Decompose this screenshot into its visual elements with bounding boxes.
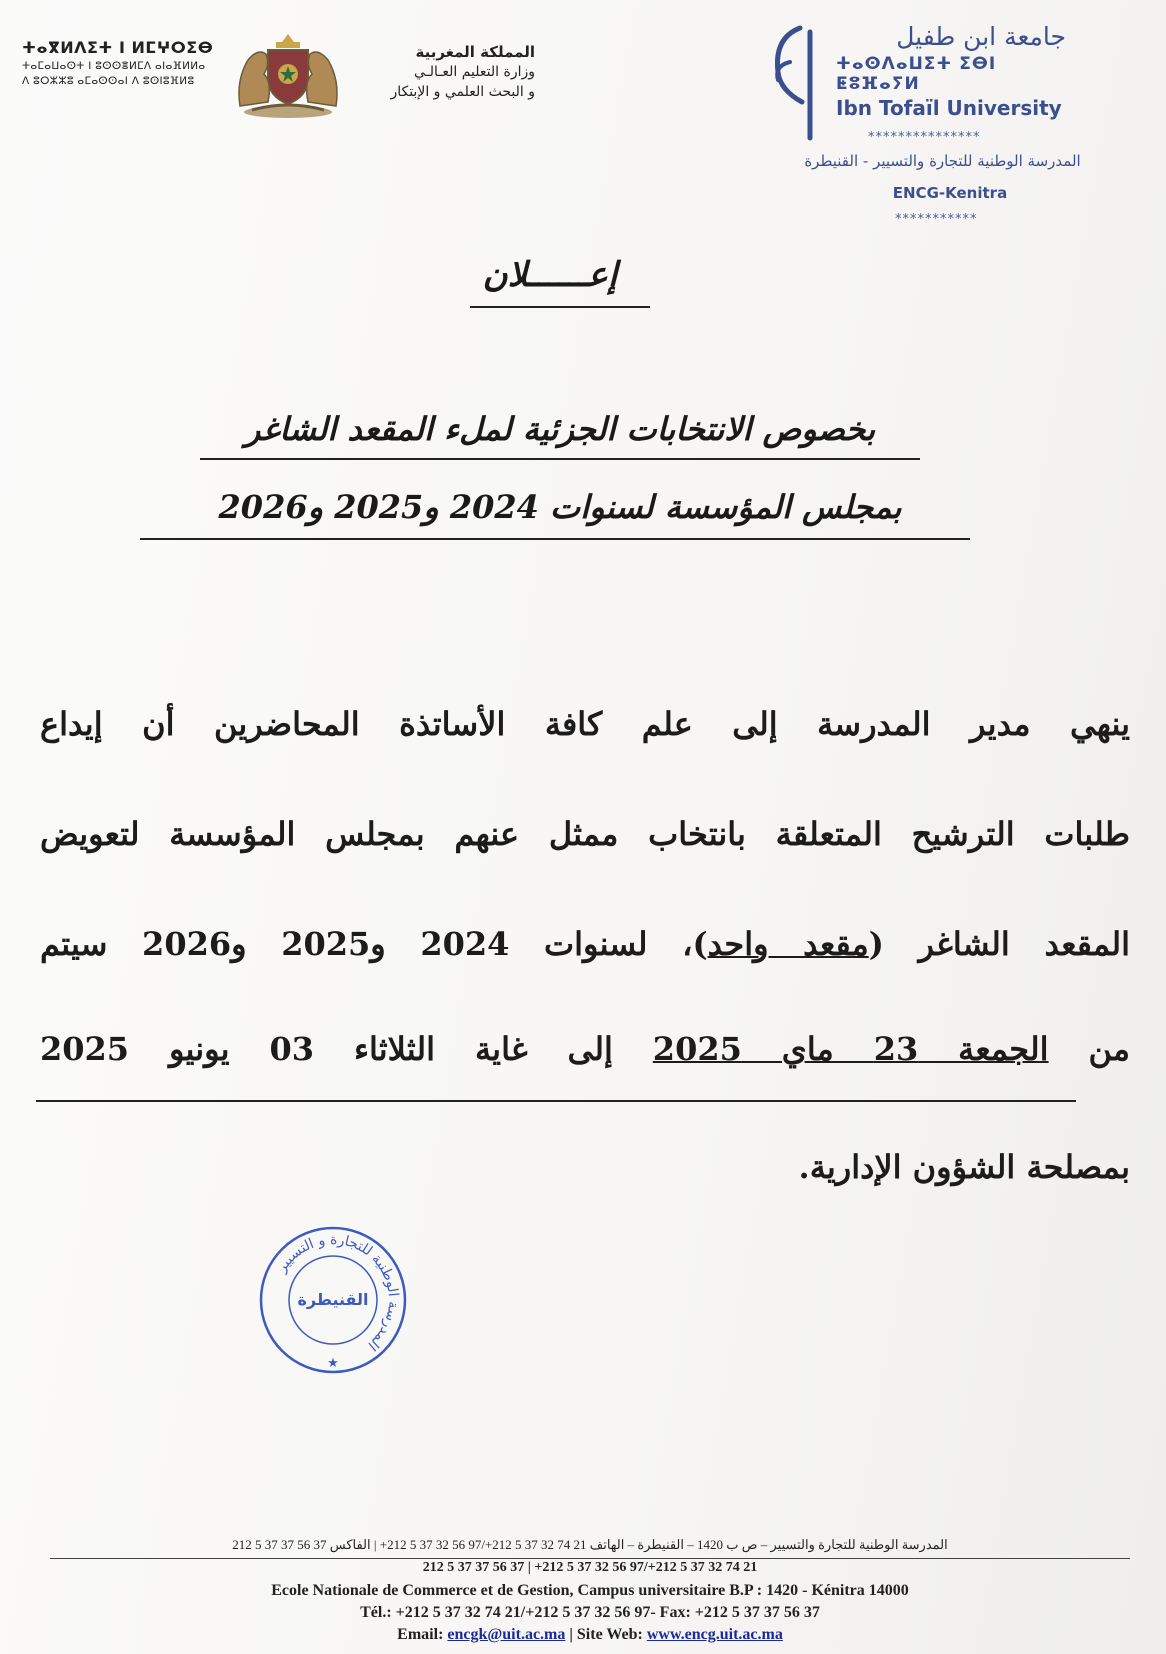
email-label: Email: (397, 1626, 448, 1643)
body-line-4 (40, 1030, 1130, 1068)
subject-line-2: بمجلس المؤسسة لسنوات 2024 و2025 و2026 (218, 488, 902, 526)
email-link[interactable]: encgk@uit.ac.ma (447, 1626, 566, 1643)
body-line-4-underline (36, 1100, 1076, 1102)
stars-divider-2: *********** (895, 212, 978, 227)
announcement-underline (470, 306, 650, 308)
footer-address: Ecole Nationale de Commerce et de Gestion, Campus universitaire B.P : 1420 - Kénitra 14000 (271, 1582, 909, 1599)
start-date-underlined: الجمعة 23 ماي 2025 (652, 1030, 1049, 1068)
tifinagh-kingdom: ⵜⴰⴳⵍⴷⵉⵜ ⵏ ⵍⵎⵖⵔⵉⴱ (22, 38, 214, 57)
university-name-tifinagh: ⵜⴰⵙⴷⴰⵡⵉⵜ ⵉⴱⵏ ⵟⵓⴼⴰⵢⵍ (836, 54, 997, 94)
tifinagh-header (22, 38, 222, 87)
stamp-star-icon: ★ (327, 1356, 339, 1371)
university-logo-icon (760, 22, 830, 142)
footer-numbers: 212 5 37 37 56 37 | +212 5 37 32 56 97/+212 5 37 32 74 21 (422, 1560, 758, 1575)
body-line-3-start: المقعد الشاغر ( (868, 925, 1130, 963)
site-label: Site Web: (576, 1626, 647, 1643)
website-link[interactable]: www.encg.uit.ac.ma (646, 1626, 783, 1643)
seat-count-underlined: مقعد واحد (707, 925, 869, 963)
body-line-4-end: إلى غاية الثلاثاء 03 يونيو 2025 (40, 1030, 653, 1068)
university-block (836, 22, 1066, 120)
university-name-en: Ibn Tofaïl University (836, 96, 1062, 120)
footer-rule (50, 1558, 1130, 1559)
ministry-name-2: و البحث العلمي و الإبتكار (390, 84, 535, 100)
tifinagh-ministry-2: ⴷ ⵓⵔⵣⵣⵓ ⴰⵎⴰⵙⵙⴰⵏ ⴷ ⵓⵙⵏⵓⴼⵍⵓ (22, 75, 195, 87)
announcement-title: إعــــــلان (482, 255, 618, 295)
stamp-ring-text: المدرسة الوطنية للتجارة و التسيير (273, 1231, 402, 1354)
university-name-ar: جامعة ابن طفيل (896, 22, 1066, 51)
body-line-1: ينهي مدير المدرسة إلى علم كافة الأساتذة المحاضرين أن إيداع (40, 705, 1130, 743)
stamp-center-text: القنيطرة (297, 1290, 369, 1309)
body-line-4-start: من (1048, 1030, 1131, 1068)
subject-line-1: بخصوص الانتخابات الجزئية لملء المقعد الشاغر (244, 410, 876, 448)
footer-arabic: المدرسة الوطنية للتجارة والتسيير – ص ب 1420 – القنيطرة – الهاتف 21 74 32 37 5 212+/97 56 32 37 5 212+ | الفاكس 37 56 37 37 5 212 (232, 1537, 948, 1552)
stars-divider-1: *************** (868, 130, 981, 145)
kingdom-name: المملكة المغربية (415, 43, 535, 61)
ministry-header (350, 42, 535, 102)
ministry-name-1: وزارة التعليم العـالـي (413, 64, 535, 80)
body-line-5: بمصلحة الشؤون الإدارية. (798, 1148, 1130, 1186)
coat-of-arms-icon (232, 28, 344, 120)
subject-underline-1 (200, 458, 920, 460)
school-stamp (258, 1225, 408, 1375)
tifinagh-ministry-1: ⵜⴰⵎⴰⵡⴰⵙⵜ ⵏ ⵓⵙⵙⴻⵍⵎⴷ ⴰⵏⴰⴼⵍⵍⴰ (22, 60, 206, 72)
footer-separator: | (565, 1626, 577, 1643)
footer-contact (60, 1626, 1120, 1644)
body-line-3-end: )، لسنوات 2024 و2025 و2026 سيتم (40, 925, 708, 963)
body-line-2: طلبات الترشيح المتعلقة بانتخاب ممثل عنهم بمجلس المؤسسة لتعويض (40, 815, 1130, 853)
subject-underline-2 (140, 538, 970, 540)
body-line-3 (40, 925, 1130, 963)
footer-telephone: Tél.: +212 5 37 32 74 21/+212 5 37 32 56 97- Fax: +212 5 37 37 56 37 (360, 1604, 820, 1621)
school-code: ENCG-Kenitra (892, 184, 1008, 202)
school-name-ar: المدرسة الوطنية للتجارة والتسيير - القنيطرة (804, 152, 1081, 170)
